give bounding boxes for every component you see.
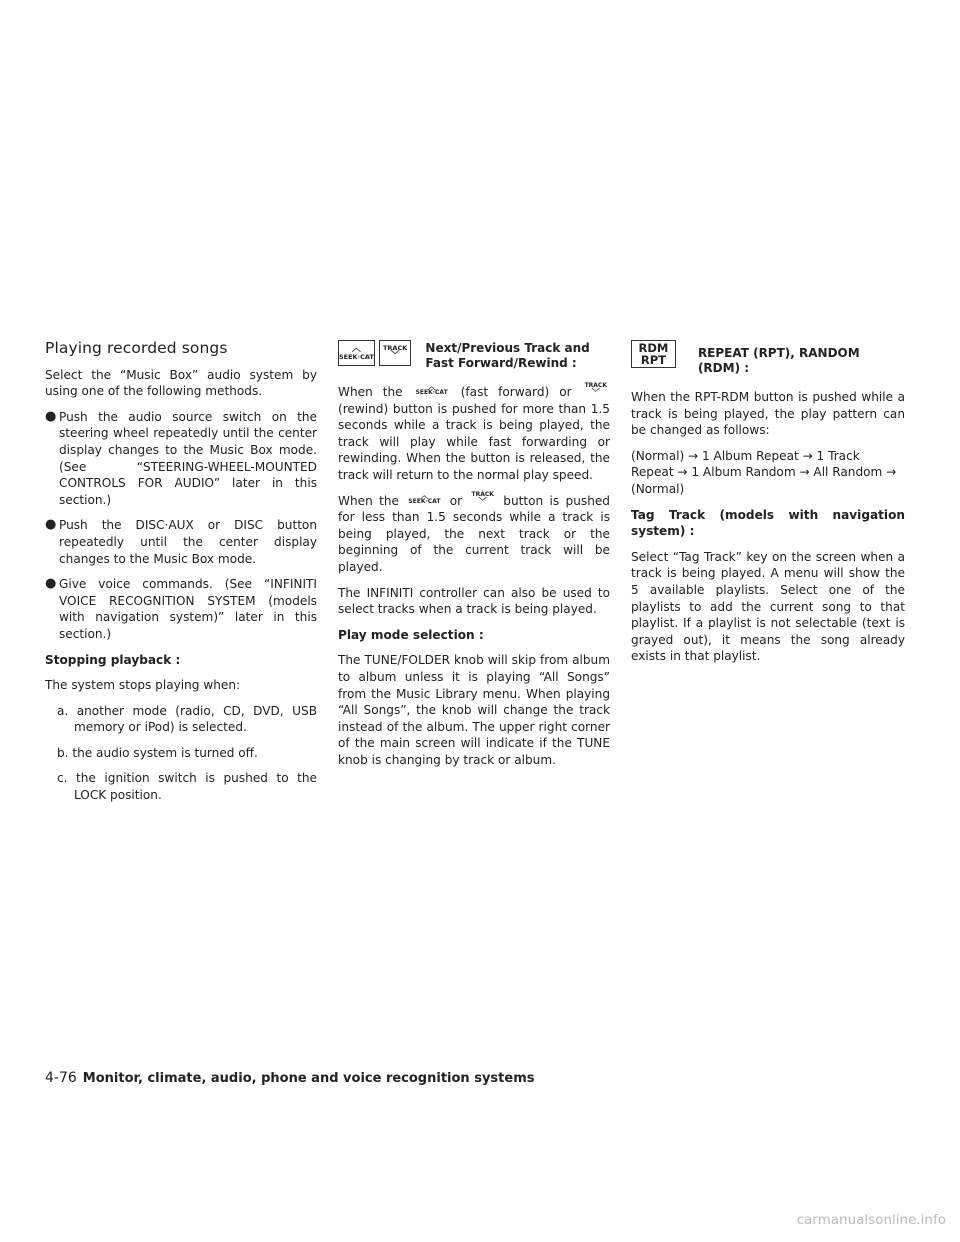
controller-paragraph: The INFINITI controller can also be used to select tracks when a track is being played. [338,585,610,617]
stop-item-b: b. the audio system is turned off. [57,745,258,760]
method-list [45,409,317,643]
chevron-down-icon: ﹀ [390,351,400,361]
track-inline-icon: TRACK ﹀ [471,490,494,506]
stop-item-a: a. another mode (radio, CD, DVD, USB memory or iPod) is selected. [57,703,317,735]
bullet-icon: ● [45,517,57,533]
seek-cat-inline-icon: ︿ SEEK·CAT [415,382,448,396]
play-mode-heading: Play mode selection : [338,627,484,642]
column-left [45,340,317,813]
play-pattern-sequence: (Normal) → 1 Album Repeat → 1 Track Repeat → 1 Album Random → All Random → (Normal) [631,448,897,496]
method-item: ● Give voice commands. (See “INFINITI VOICE RECOGNITION SYSTEM (models with navigation system)” later in this section.) [45,576,317,641]
page-number: 4-76 [45,1070,77,1086]
seek-cat-button-illustration: ︿ SEEK·CAT [338,340,375,366]
track-button-illustration: TRACK ﹀ [379,340,412,366]
stop-item-c: c. the ignition switch is pushed to the LOCK position. [57,771,317,803]
stopping-heading: Stopping playback : [45,652,181,667]
track-inline-icon: TRACK ﹀ [584,382,607,397]
track-heading: Next/Previous Track and Fast Forward/Rewind : [425,341,590,370]
bullet-icon: ● [45,576,57,592]
rdm-rpt-header [631,340,905,376]
page-footer [45,1070,534,1086]
play-mode-paragraph: The TUNE/FOLDER knob will skip from album to album unless it is playing “All Songs” from the Music Library menu. When playing “All Songs”, the knob will change the track instead of the album. The upper right corner of the main screen will indicate if the TUNE knob is changing by track or album. [338,653,610,767]
intro-paragraph: Select the “Music Box” audio system by using one of the following methods. [45,367,317,399]
next-track-paragraph: When the ︿ SEEK·CAT or TRACK ﹀ button is pushed for less than 1.5 seconds while a track is being played, the next track or the beginning of the current track will be played. [338,490,610,574]
rdm-rpt-button-illustration: RDM RPT [631,340,676,368]
repeat-random-heading: REPEAT (RPT), RANDOM (RDM) : [697,346,860,375]
chevron-up-icon: ︿ [351,344,361,354]
column-right [631,340,905,674]
fast-forward-paragraph: When the ︿ SEEK·CAT (fast forward) or TRACK ﹀ (rewind) button is pushed for more than 1.5 seconds while a track is being played, the track will play while fast forwarding or rewinding. When the button is released, the track will return to the normal play speed. [338,382,610,482]
method-item: ● Push the audio source switch on the steering wheel repeatedly until the center display changes to the Music Box mode. (See “STEERING-WHEEL-MOUNTED CONTROLS FOR AUDIO” later in this section.) [45,408,317,507]
tag-track-paragraph: Select “Tag Track” key on the screen when a track is being played. A menu will show the 5 available playlists. Select one of the playlists to add the current song to that playlist. If a playlist is not selectable (text is grayed out), it means the song already exists in that playlist. [631,549,905,664]
section-title: Playing recorded songs [45,339,228,357]
track-buttons-header [338,340,610,371]
seek-cat-inline-icon: ︿ SEEK·CAT [408,490,441,505]
tag-track-heading: Tag Track (models with navigation system) : [631,507,905,539]
method-item: ● Push the DISC·AUX or DISC button repeatedly until the center display changes to the Music Box mode. [45,517,317,566]
repeat-paragraph: When the RPT-RDM button is pushed while a track is being played, the play pattern can be changed as follows: [631,390,905,438]
stopping-intro: The system stops playing when: [45,678,241,693]
bullet-icon: ● [45,408,57,424]
watermark: carmanualsonline.info [796,1212,946,1228]
section-name: Monitor, climate, audio, phone and voice recognition systems [82,1071,535,1086]
column-middle [338,340,610,777]
